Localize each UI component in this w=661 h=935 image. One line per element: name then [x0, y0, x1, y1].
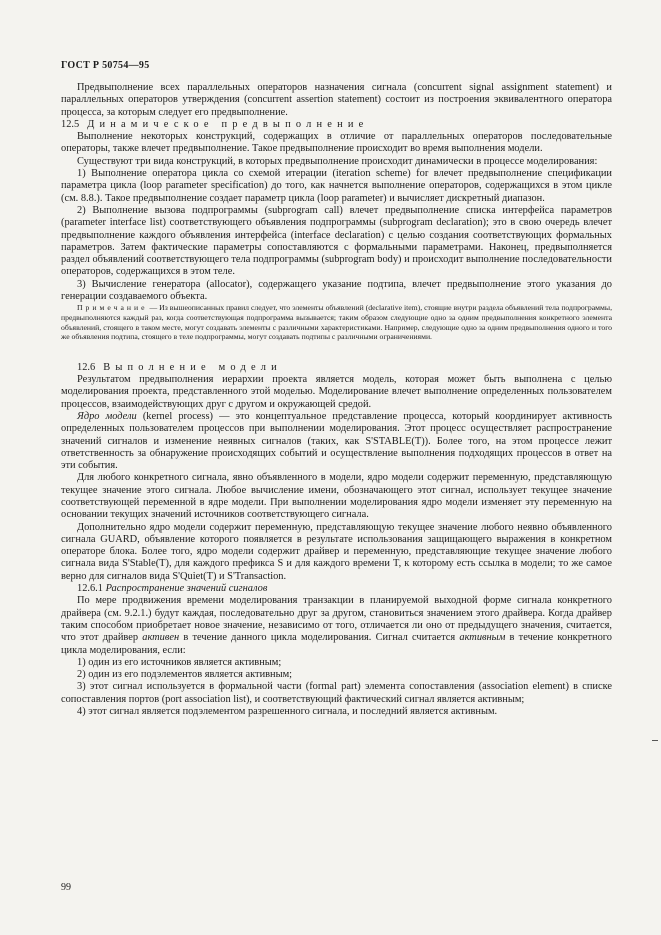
paragraph-12-5-1: Выполнение некоторых конструкций, содержащих в отличие от параллельных операторов последовательные операторы, также влечет предвыполнение. Такое предвыполнение происходит во время выполнения модели.	[61, 131, 612, 155]
list-item-2: 2) один из его подэлементов является активным;	[77, 669, 293, 681]
section-title: Выполнение модели	[103, 361, 282, 373]
term-kernel: Ядро модели	[77, 410, 137, 422]
note-label: Примечание	[77, 303, 148, 313]
body-text	[61, 82, 612, 718]
note	[61, 303, 612, 341]
paragraph-12-5-4: 2) Выполнение вызова подпрограммы (subprogram call) влечет предвыполнение списка интерфейса параметров (parameter interface list) соответствующего объявления подпрограммы (subprogram declaration); это в свою очередь влечет предвыполнение каждого объявления интерфейса (interface declaration) с целью создания соответствующих формальных параметров. Затем фактические параметры сопоставляются с формальными параметрами. Наконец, предвыполняется раздел объявлений соответствующего тела подпрограммы (subprogram body) и происходит выполнение последовательности операторов, содержащихся в этом теле.	[61, 204, 612, 278]
list-item-3: 3) этот сигнал используется в формальной части (formal part) элемента сопоставления (association element) в списке сопоставления портов (port association list), и соответствующий фактический сигнал является активным;	[61, 681, 612, 705]
paragraph-12-5-5: 3) Вычисление генератора (allocator), содержащего указание подтипа, влечет предвыполнение этого указания до генерации создаваемого объекта.	[61, 278, 612, 303]
section-title: Динамическое предвыполнение	[87, 118, 369, 130]
section-title: Распространение значений сигналов	[105, 583, 268, 595]
paragraph-text: в течение данного цикла моделирования. Сигнал считается	[179, 632, 460, 644]
paragraph-12-6-4: Дополнительно ядро модели содержит переменную, представляющую текущее значение любого неявно объявленного сигнала GUARD, объявление которого появляется в результате использования защищающего выражения в конкретном операторе блока. Более того, ядро модели содержит драйвер и переменную, представляющие текущее значение любого сигнала вида S'Stable(T), для каждого префикса S и для каждого времени T, к которому есть ссылка в модели; то же самое верно для сигналов вида S'Quiet(T) и S'Transaction.	[61, 521, 612, 582]
paragraph-text: в течение конкретного цикла моделирования, если:	[61, 632, 612, 656]
paragraph-12-5-2: Существуют три вида конструкций, в которых предвыполнение происходит динамически в процессе моделирования:	[77, 155, 598, 167]
paragraph-intro: Предвыполнение всех параллельных операторов назначения сигнала (concurrent signal assignment statement) и параллельных операторов утверждения (concurrent assertion statement) состоит из построения эквивалентного оператора процесса, за которым следует его предвыполнение.	[61, 82, 612, 118]
page-number: 99	[61, 882, 71, 893]
list-item-1: 1) один из его источников является активным;	[77, 656, 282, 668]
note-text: — Из вышеописанных правил следует, что элементы объявлений (declarative item), стоящие внутри раздела объявлений тела подпрограммы, предвыполняются каждый раз, когда соответствующая подпрограмма вызывается; таким образом следующие одно за одним предвыполнения конкретного элемента объявлений, стоящего в таком месте, могут создавать элементы с различными характеристиками. Например, следующие одно за одним предвыполнения одного и того же объявления подтипа, стоящего в теле подпрограммы, могут создавать подтипы с различными ограничениями.	[61, 303, 612, 342]
section-number: 12.6	[77, 361, 96, 373]
document-header: ГОСТ Р 50754—95	[61, 60, 150, 71]
section-12-6-1-heading	[61, 583, 612, 595]
section-12-5-heading	[61, 119, 612, 131]
paragraph-12-6-1-1	[61, 595, 612, 656]
paragraph-12-6-3: Для любого конкретного сигнала, явно объявленного в модели, ядро модели содержит переменную, представляющую текущее значение этого сигнала. Любое вычисление имени, обозначающего этот сигнал, использует текущее значение соответствующей переменной в ядре модели. При выполнении моделирования ядро модели изменяет эту переменную на основании текущих значений источников соответствующего сигнала.	[61, 472, 612, 521]
paragraph-12-5-3: 1) Выполнение оператора цикла со схемой итерации (iteration scheme) for влечет предвыполнение спецификации параметра цикла (loop parameter specification) до того, как начнется выполнение операторов, содержащихся в этом цикле (см. 8.8.). Такое предвыполнение создает параметр цикла (loop parameter) и вычисляет дискретный диапазон.	[61, 168, 612, 204]
paragraph-12-6-2	[61, 411, 612, 472]
section-12-6-heading	[61, 362, 612, 374]
section-number: 12.6.1	[77, 583, 103, 595]
paragraph-12-6-1: Результатом предвыполнения иерархии проекта является модель, которая может быть выполнена с целью моделирования проекта, представленного этой моделью. Моделирование влечет выполнение определенных пользователем процессов, взаимодействующих друг с другом и окружающей средой.	[61, 374, 612, 410]
list-item-4: 4) этот сигнал является подэлементом разрешенного сигнала, и последний является активным.	[77, 706, 498, 718]
paragraph-text: По мере продвижения времени моделирования транзакции в планируемой выходной форме сигнала конкретного драйвера (см. 9.2.1.) будут каждая, последовательно друг за другом, становиться значением этого драйвера. Когда драйвер таким способом приобретает новое значение, независимо от того, отличается ли оно от предыдущего значения, считается, что этот драйвер	[61, 595, 612, 644]
term-active: активен	[142, 632, 180, 644]
section-number: 12.5	[61, 118, 80, 130]
spacer	[61, 342, 612, 362]
margin-mark	[652, 740, 658, 741]
term-active-signal: активным	[459, 632, 506, 644]
paragraph-text: (kernel process) — это концептуальное представление процесса, который координирует активность определенных пользователем процессов при выполнении моделирования. Этот процесс осуществляет распространение значений сигналов и изменение неявных сигналов (таких, как S'STABLE(T)). Более того, на этом процессе лежит ответственность за обнаружение происходящих событий и осуществление выполнения подходящих процессов в ответ на эти события.	[61, 410, 612, 472]
